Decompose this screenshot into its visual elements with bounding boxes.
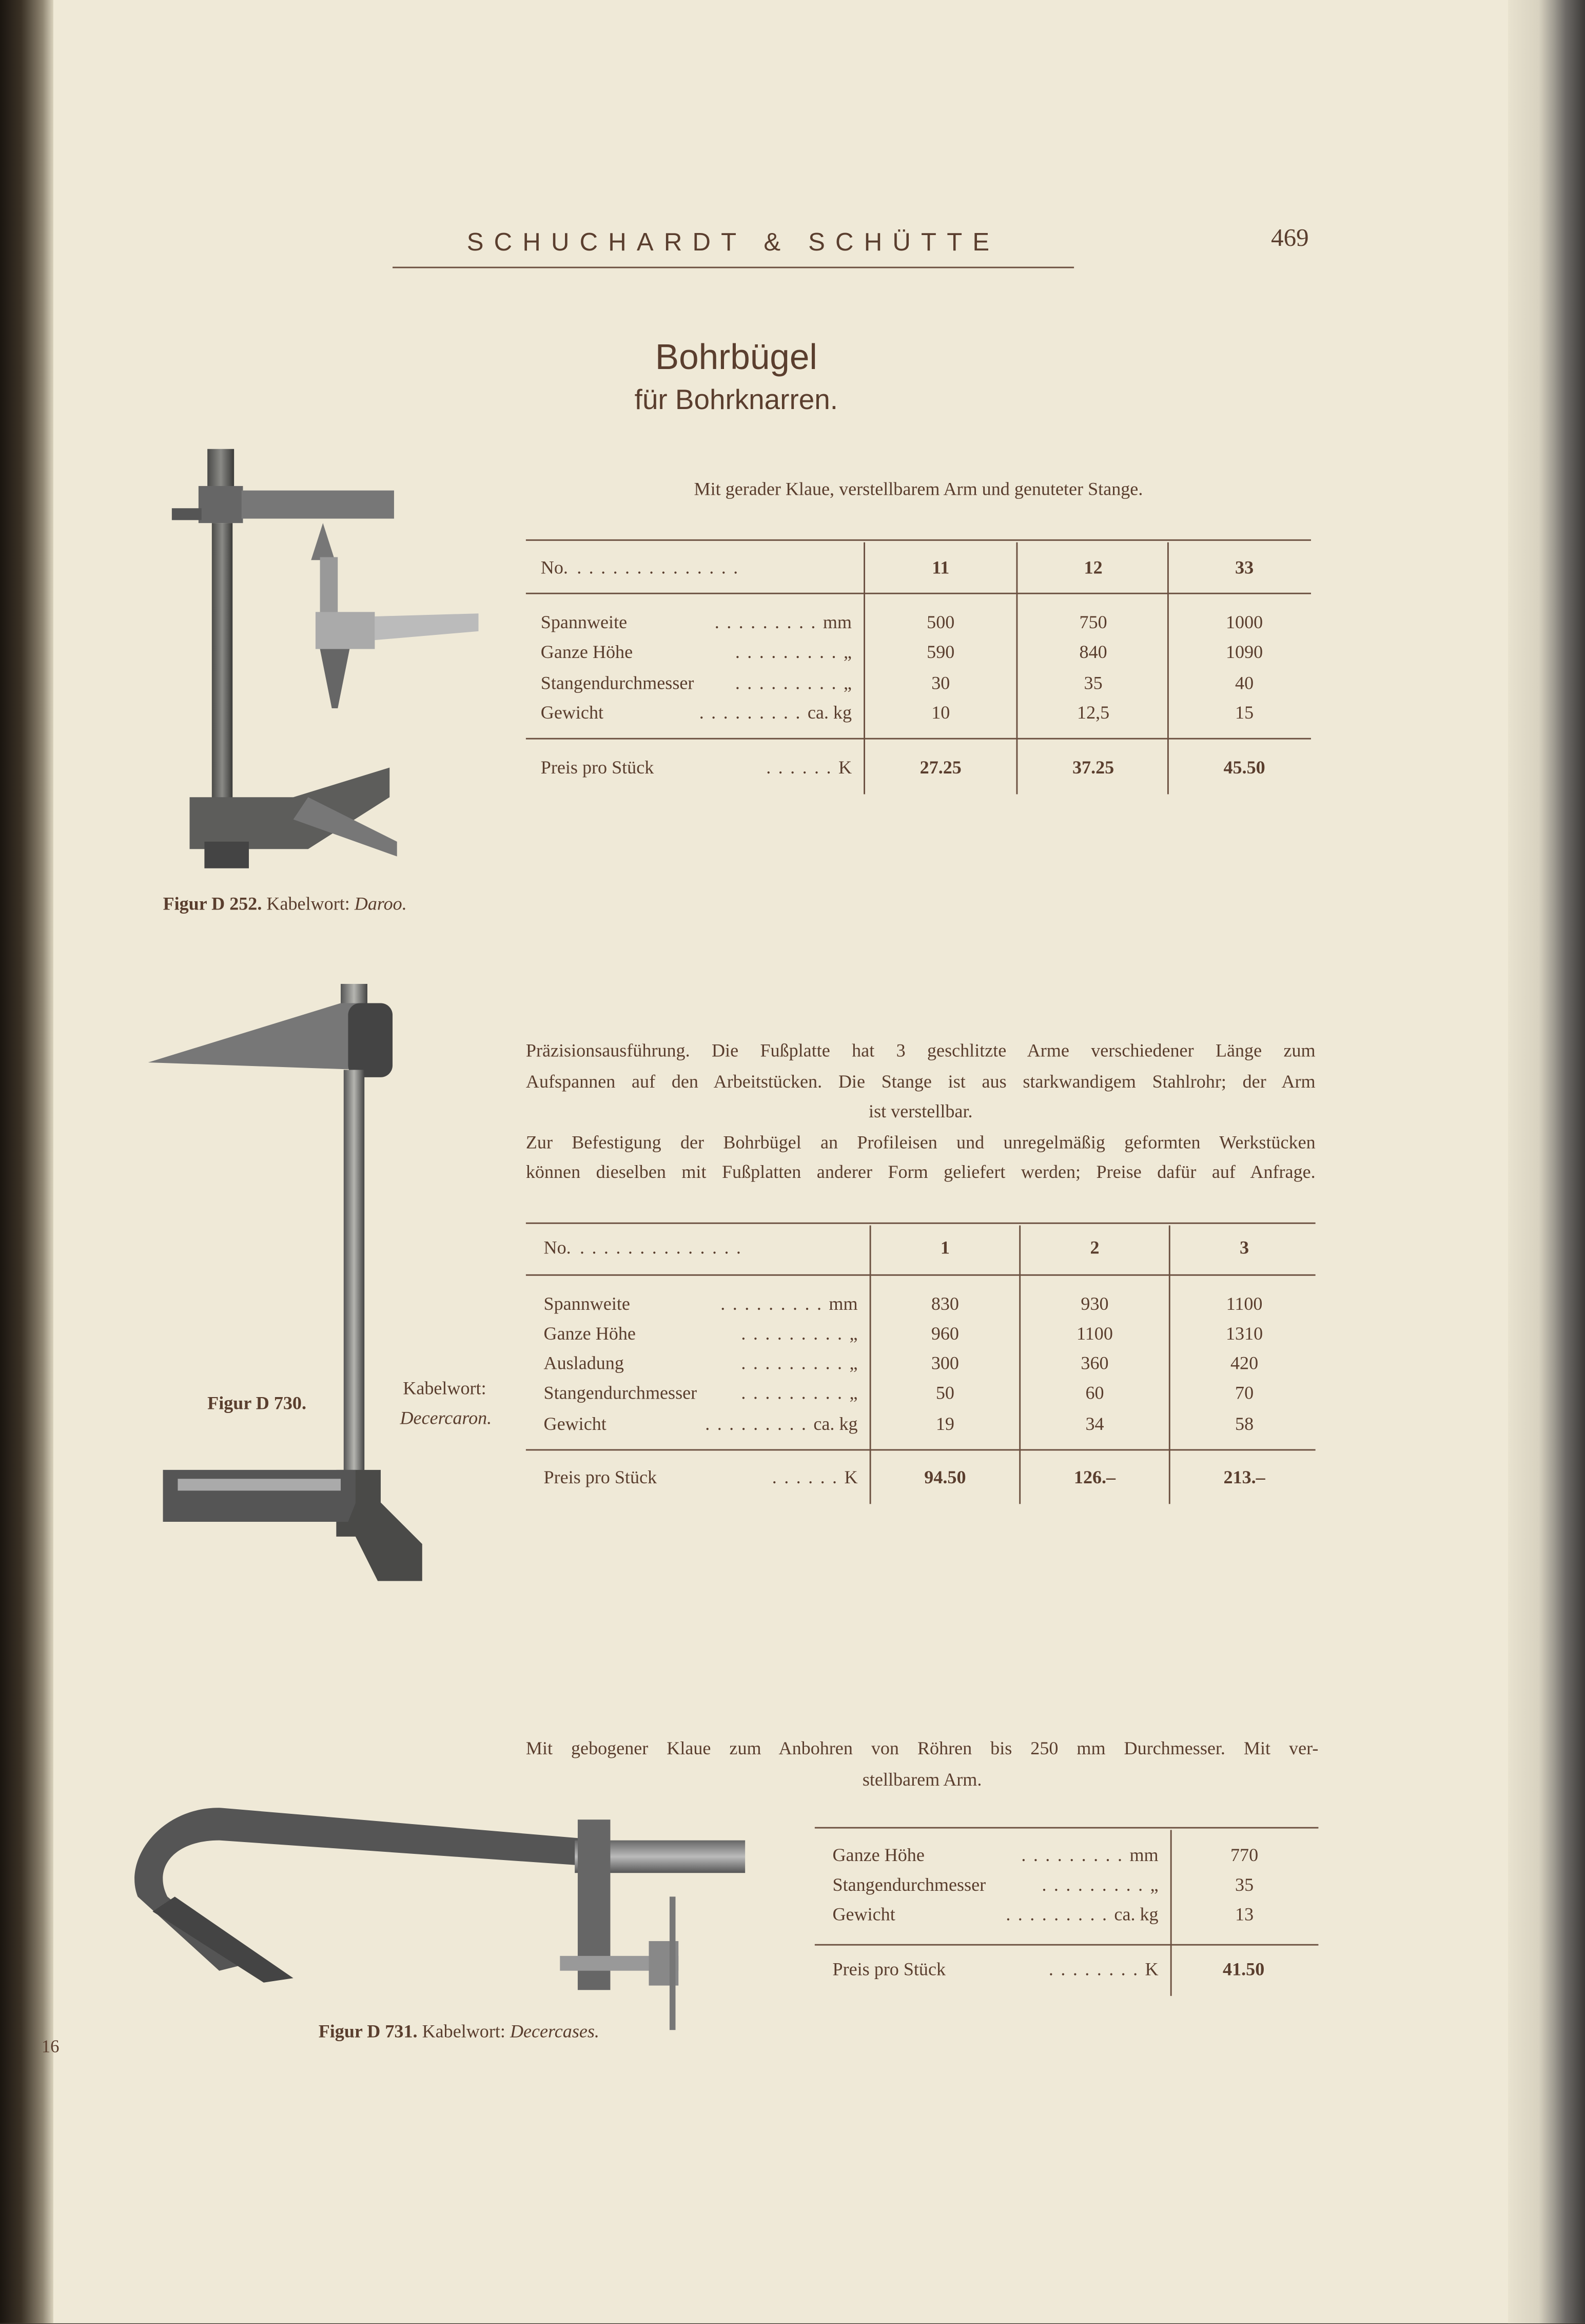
drill-stand-d731-illustration (130, 1808, 753, 2033)
price-row-label: Preis pro Stück ...... K (543, 1467, 858, 1488)
spec-value: 15 (1235, 702, 1254, 723)
page-subtitle: für Bohrknarren. (634, 385, 838, 417)
section1-description: Mit gerader Klaue, verstellbarem Arm und genuteter Stange. (694, 478, 1143, 499)
price-value: 213.– (1223, 1467, 1265, 1488)
price-row-label: Preis pro Stück ...... K (540, 757, 852, 778)
kabelwort-label: Kabelwort: (422, 2021, 505, 2042)
spec-row-label: Gewicht ......... ca. kg (540, 702, 852, 723)
table-header-row: No. .............. (540, 557, 746, 578)
drill-stand-d252-illustration (160, 441, 486, 880)
page-number: 469 (1271, 223, 1309, 252)
kabelwort-label: Kabelwort: (403, 1378, 486, 1399)
spec-value: 590 (927, 642, 955, 663)
spec-value: 1000 (1225, 612, 1263, 633)
book-spine (0, 0, 53, 2323)
description-line: Mit gebogener Klaue zum Anbohren von Röhren bis 250 mm Durchmesser. Mit ver- (525, 1738, 1319, 1759)
spec-value: 1090 (1225, 642, 1263, 663)
spec-value: 40 (1235, 672, 1254, 694)
description-line: Aufspannen auf den Arbeitstücken. Die Stange ist aus starkwandigem Stahlrohr; der Arm (525, 1070, 1316, 1092)
description-line: Zur Befestigung der Bohrbügel an Profileisen und unregelmäßig geformten Werkstücken (525, 1131, 1316, 1152)
spec-value: 300 (931, 1352, 959, 1374)
description-line: ist verstellbar. (869, 1101, 973, 1122)
spec-value: 60 (1085, 1382, 1104, 1403)
spec-row-label: Stangendurchmesser ......... „ (832, 1874, 1159, 1895)
section3-description (526, 1734, 1319, 1794)
spec-value: 13 (1235, 1904, 1254, 1925)
model-number: 1 (940, 1237, 950, 1258)
spec-value: 19 (935, 1413, 954, 1435)
spec-value: 770 (1230, 1845, 1259, 1866)
spec-row-label: Spannweite ......... mm (543, 1293, 858, 1314)
model-number: 3 (1240, 1237, 1249, 1258)
spec-row-label: Spannweite ......... mm (540, 612, 852, 633)
spec-value: 360 (1081, 1352, 1109, 1374)
spec-value: 750 (1079, 612, 1107, 633)
model-number: 11 (932, 557, 950, 578)
figure-number: Figur D 731. (318, 2021, 418, 2042)
spec-value: 34 (1085, 1413, 1104, 1435)
spec-row-label: Gewicht ......... ca. kg (543, 1413, 858, 1435)
spec-row-label: Stangendurchmesser ......... „ (543, 1382, 858, 1403)
table-header-row: No. .............. (543, 1237, 749, 1258)
spec-value: 1310 (1225, 1323, 1263, 1344)
spec-value: 1100 (1077, 1323, 1113, 1344)
spec-row-label: Ganze Höhe ......... „ (543, 1323, 858, 1344)
model-number: 2 (1090, 1237, 1100, 1258)
spec-value: 35 (1084, 672, 1103, 694)
price-value: 37.25 (1072, 757, 1114, 778)
price-value: 94.50 (924, 1467, 966, 1488)
model-number: 12 (1084, 557, 1103, 578)
spec-value: 58 (1235, 1413, 1254, 1435)
spec-row-label: Ganze Höhe ......... mm (832, 1845, 1159, 1866)
spec-value: 12,5 (1077, 702, 1110, 723)
spec-value: 500 (927, 612, 955, 633)
price-value: 41.50 (1223, 1959, 1265, 1980)
spec-value: 830 (931, 1293, 959, 1314)
spec-value: 960 (931, 1323, 959, 1344)
company-header: SCHUCHARDT & SCHÜTTE (393, 228, 1074, 268)
description-line: stellbarem Arm. (862, 1768, 982, 1790)
price-value: 45.50 (1223, 757, 1265, 778)
figure-caption-d731 (319, 2021, 599, 2043)
margin-number: 16 (41, 2036, 60, 2057)
figure-number: Figur D 730. (207, 1392, 307, 1414)
drill-stand-d730-illustration (141, 981, 437, 1612)
kabelwort-value: Decercaron. (400, 1407, 492, 1429)
kabelwort-value: Daroo. (354, 893, 407, 915)
spec-row-label: Gewicht ......... ca. kg (832, 1904, 1159, 1925)
spec-value: 35 (1235, 1874, 1254, 1895)
description-line: Präzisionsausführung. Die Fußplatte hat 3 geschlitzte Arme verschiedener Länge zum (525, 1040, 1316, 1061)
kabelwort-label: Kabelwort: (266, 893, 350, 915)
spec-row-label: Stangendurchmesser ......... „ (540, 672, 852, 694)
spec-value: 420 (1230, 1352, 1259, 1374)
price-value: 126.– (1073, 1467, 1116, 1488)
spec-value: 1100 (1226, 1293, 1263, 1314)
figure-number: Figur D 252. (163, 893, 262, 915)
section2-description (526, 1036, 1316, 1188)
spec-value: 840 (1079, 642, 1107, 663)
spec-row-label: Ganze Höhe ......... „ (540, 642, 852, 663)
spec-value: 930 (1081, 1293, 1109, 1314)
page-title: Bohrbügel (655, 338, 817, 378)
spec-value: 30 (931, 672, 950, 694)
spec-value: 10 (931, 702, 950, 723)
figure-caption-d252 (163, 894, 407, 916)
price-row-label: Preis pro Stück ........ K (832, 1959, 1159, 1980)
kabelwort-value: Decercases. (510, 2021, 599, 2042)
page-edges (1508, 0, 1585, 2323)
spec-value: 70 (1235, 1382, 1254, 1403)
description-line: können dieselben mit Fußplatten anderer Form geliefert werden; Preise dafür auf Anfrage. (525, 1161, 1316, 1183)
price-value: 27.25 (919, 757, 962, 778)
model-number: 33 (1235, 557, 1254, 578)
spec-row-label: Ausladung ......... „ (543, 1352, 858, 1374)
spec-value: 50 (935, 1382, 954, 1403)
